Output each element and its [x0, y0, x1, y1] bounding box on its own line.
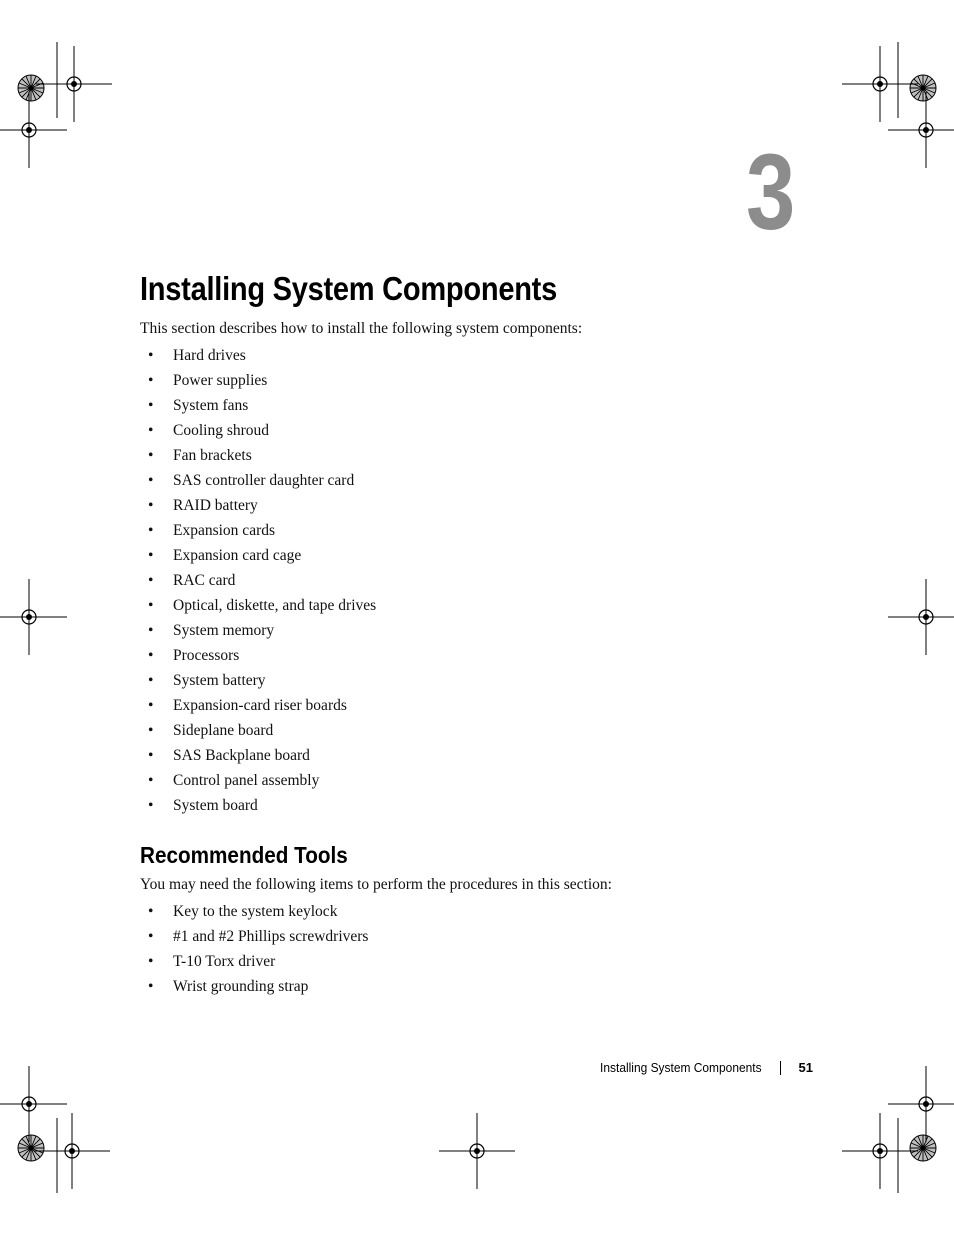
section-heading-recommended-tools: Recommended Tools	[140, 842, 348, 868]
list-item: • Hard drives	[140, 343, 820, 368]
list-item: • Key to the system keylock	[140, 899, 820, 924]
page-footer	[586, 1060, 813, 1075]
list-item: • System fans	[140, 393, 820, 418]
list-item: • Expansion-card riser boards	[140, 693, 820, 718]
list-item: • RAID battery	[140, 493, 820, 518]
list-item: • Sideplane board	[140, 718, 820, 743]
list-item: • SAS Backplane board	[140, 743, 820, 768]
list-item: • Control panel assembly	[140, 768, 820, 793]
tools-list	[140, 899, 820, 999]
footer-title: Installing System Components	[599, 1060, 762, 1075]
list-item: • SAS controller daughter card	[140, 468, 820, 493]
page-number: 51	[798, 1060, 813, 1075]
list-item: • Power supplies	[140, 368, 820, 393]
list-item: • Expansion card cage	[140, 543, 820, 568]
list-item: • Cooling shroud	[140, 418, 820, 443]
components-list	[140, 343, 820, 818]
list-item: • Optical, diskette, and tape drives	[140, 593, 820, 618]
list-item: • System memory	[140, 618, 820, 643]
intro-text: This section describes how to install the following system components:	[140, 320, 583, 337]
list-item: • T-10 Torx driver	[140, 949, 820, 974]
tools-intro-text: You may need the following items to perform the procedures in this section:	[140, 876, 612, 893]
footer-divider	[780, 1061, 781, 1075]
chapter-number: 3	[746, 131, 796, 252]
page-content	[140, 268, 820, 999]
list-item: • System battery	[140, 668, 820, 693]
list-item: • System board	[140, 793, 820, 818]
list-item: • Fan brackets	[140, 443, 820, 468]
list-item: • Wrist grounding strap	[140, 974, 820, 999]
list-item: • Processors	[140, 643, 820, 668]
list-item: • Expansion cards	[140, 518, 820, 543]
page-title: Installing System Components	[140, 270, 557, 307]
list-item: • RAC card	[140, 568, 820, 593]
list-item: • #1 and #2 Phillips screwdrivers	[140, 924, 820, 949]
